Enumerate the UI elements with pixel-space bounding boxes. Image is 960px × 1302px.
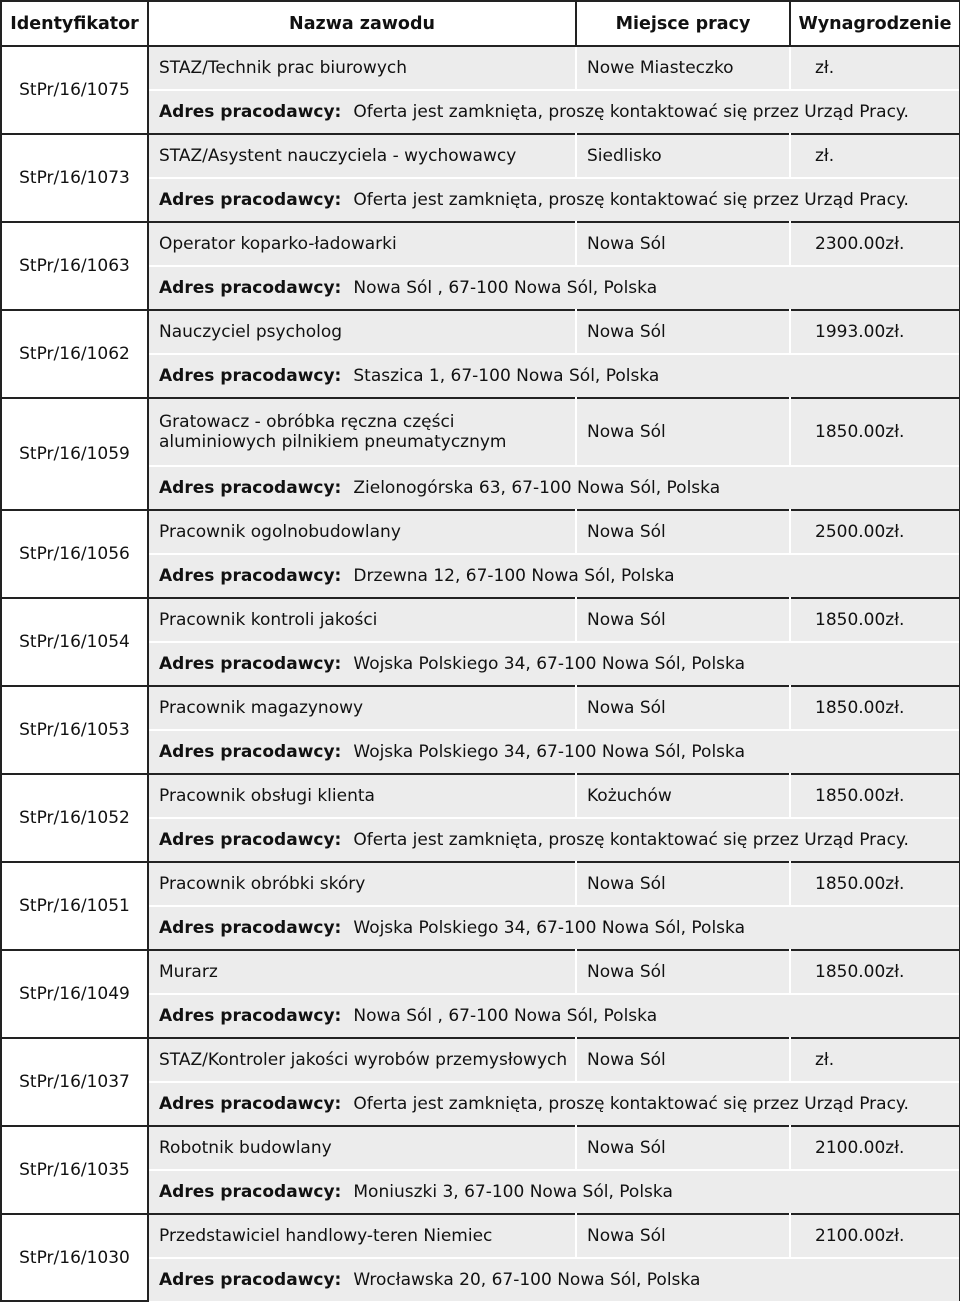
job-title (148, 774, 576, 818)
offer-id: StPr/16/1030 (1, 1214, 148, 1301)
offer-id: StPr/16/1059 (1, 398, 148, 510)
table-row (1, 134, 960, 178)
address-label: Adres pracodawcy: (159, 830, 342, 850)
address-label: Adres pracodawcy: (159, 742, 342, 762)
employer-address (148, 642, 960, 686)
table-row (1, 510, 960, 554)
table-body (1, 46, 960, 1301)
job-salary: 2500.00zł. (790, 510, 960, 554)
job-salary: 2300.00zł. (790, 222, 960, 266)
job-title-text: Pracownik ogolnobudowlany (159, 522, 401, 542)
employer-address (148, 1258, 960, 1301)
job-location: Nowa Sól (576, 222, 790, 266)
job-location: Nowa Sól (576, 598, 790, 642)
job-title (148, 134, 576, 178)
address-label: Adres pracodawcy: (159, 190, 342, 210)
address-value: Wrocławska 20, 67-100 Nowa Sól, Polska (353, 1270, 701, 1290)
job-location: Nowa Sól (576, 510, 790, 554)
table-row (1, 1126, 960, 1170)
job-salary: 1850.00zł. (790, 774, 960, 818)
job-title-text: Nauczyciel psycholog (159, 322, 343, 342)
employer-address (148, 818, 960, 862)
address-value: Wojska Polskiego 34, 67-100 Nowa Sól, Polska (353, 654, 745, 674)
employer-address (148, 554, 960, 598)
employer-address (148, 90, 960, 134)
address-value: Nowa Sól , 67-100 Nowa Sól, Polska (353, 278, 658, 298)
job-title-text: STAZ/Kontroler jakości wyrobów przemysłowych (159, 1050, 568, 1070)
address-label: Adres pracodawcy: (159, 918, 342, 938)
job-title-text: Robotnik budowlany (159, 1138, 332, 1158)
header-pay: Wynagrodzenie (790, 1, 960, 46)
job-title-text: STAZ/Asystent nauczyciela - wychowawcy (159, 146, 517, 166)
address-label: Adres pracodawcy: (159, 1006, 342, 1026)
job-salary: 1850.00zł. (790, 862, 960, 906)
offer-id: StPr/16/1056 (1, 510, 148, 598)
job-title (148, 46, 576, 90)
address-label: Adres pracodawcy: (159, 278, 342, 298)
address-value: Oferta jest zamknięta, proszę kontaktować się przez Urząd Pracy. (353, 190, 909, 210)
table-row (1, 862, 960, 906)
header-id: Identyfikator (1, 1, 148, 46)
address-value: Wojska Polskiego 34, 67-100 Nowa Sól, Polska (353, 742, 745, 762)
address-value: Zielonogórska 63, 67-100 Nowa Sól, Polska (353, 478, 721, 498)
address-value: Wojska Polskiego 34, 67-100 Nowa Sól, Polska (353, 918, 745, 938)
offer-id: StPr/16/1051 (1, 862, 148, 950)
employer-address (148, 1170, 960, 1214)
job-title-text: Operator koparko-ładowarki (159, 234, 397, 254)
job-title-text: Pracownik obsługi klienta (159, 786, 375, 806)
table-row (1, 774, 960, 818)
address-value: Oferta jest zamknięta, proszę kontaktować się przez Urząd Pracy. (353, 102, 909, 122)
address-label: Adres pracodawcy: (159, 654, 342, 674)
employer-address (148, 730, 960, 774)
offer-id: StPr/16/1053 (1, 686, 148, 774)
job-title-text: Pracownik obróbki skóry (159, 874, 366, 894)
address-label: Adres pracodawcy: (159, 1182, 342, 1202)
job-title (148, 398, 576, 466)
job-title (148, 222, 576, 266)
job-salary: 1850.00zł. (790, 598, 960, 642)
address-label: Adres pracodawcy: (159, 566, 342, 586)
job-salary: 2100.00zł. (790, 1214, 960, 1258)
table-row (1, 1214, 960, 1258)
table-row (1, 1038, 960, 1082)
job-title-text: Gratowacz - obróbka ręczna części aluminiowych pilnikiem pneumatycznym (159, 412, 507, 452)
employer-address (148, 994, 960, 1038)
job-location: Kożuchów (576, 774, 790, 818)
job-salary: 1850.00zł. (790, 686, 960, 730)
job-salary: 1993.00zł. (790, 310, 960, 354)
offer-id: StPr/16/1049 (1, 950, 148, 1038)
address-value: Staszica 1, 67-100 Nowa Sól, Polska (353, 366, 660, 386)
job-title (148, 510, 576, 554)
header-place: Miejsce pracy (576, 1, 790, 46)
address-value: Drzewna 12, 67-100 Nowa Sól, Polska (353, 566, 675, 586)
job-title (148, 1126, 576, 1170)
address-label: Adres pracodawcy: (159, 1270, 342, 1290)
address-value: Nowa Sól , 67-100 Nowa Sól, Polska (353, 1006, 658, 1026)
job-location: Nowa Sól (576, 1038, 790, 1082)
address-label: Adres pracodawcy: (159, 1094, 342, 1114)
job-title (148, 310, 576, 354)
job-title (148, 686, 576, 730)
job-location: Nowe Miasteczko (576, 46, 790, 90)
offer-id: StPr/16/1075 (1, 46, 148, 134)
address-label: Adres pracodawcy: (159, 366, 342, 386)
job-location: Nowa Sól (576, 950, 790, 994)
table-row (1, 46, 960, 90)
job-location: Siedlisko (576, 134, 790, 178)
offer-id: StPr/16/1063 (1, 222, 148, 310)
job-location: Nowa Sól (576, 310, 790, 354)
offer-id: StPr/16/1073 (1, 134, 148, 222)
employer-address (148, 354, 960, 398)
employer-address (148, 1082, 960, 1126)
job-title-text: Przedstawiciel handlowy-teren Niemiec (159, 1226, 493, 1246)
job-salary: zł. (790, 1038, 960, 1082)
job-title (148, 1214, 576, 1258)
address-value: Oferta jest zamknięta, proszę kontaktować się przez Urząd Pracy. (353, 830, 909, 850)
job-location: Nowa Sól (576, 1126, 790, 1170)
employer-address (148, 466, 960, 510)
address-value: Moniuszki 3, 67-100 Nowa Sól, Polska (353, 1182, 673, 1202)
employer-address (148, 266, 960, 310)
job-salary: 2100.00zł. (790, 1126, 960, 1170)
table-row (1, 310, 960, 354)
table-row (1, 222, 960, 266)
address-label: Adres pracodawcy: (159, 478, 342, 498)
table-row (1, 686, 960, 730)
job-salary: zł. (790, 46, 960, 90)
offer-id: StPr/16/1054 (1, 598, 148, 686)
job-location: Nowa Sól (576, 862, 790, 906)
offer-id: StPr/16/1052 (1, 774, 148, 862)
header-row (1, 1, 960, 46)
job-title (148, 598, 576, 642)
employer-address (148, 906, 960, 950)
offer-id: StPr/16/1062 (1, 310, 148, 398)
table-row (1, 398, 960, 466)
employer-address (148, 178, 960, 222)
job-salary: 1850.00zł. (790, 398, 960, 466)
offer-id: StPr/16/1037 (1, 1038, 148, 1126)
table-row (1, 950, 960, 994)
job-title (148, 950, 576, 994)
job-salary: 1850.00zł. (790, 950, 960, 994)
offer-id: StPr/16/1035 (1, 1126, 148, 1214)
job-title-text: STAZ/Technik prac biurowych (159, 58, 408, 78)
job-location: Nowa Sól (576, 686, 790, 730)
table-row (1, 598, 960, 642)
header-name: Nazwa zawodu (148, 1, 576, 46)
job-salary: zł. (790, 134, 960, 178)
job-location: Nowa Sól (576, 398, 790, 466)
job-title-text: Pracownik magazynowy (159, 698, 364, 718)
job-title-text: Pracownik kontroli jakości (159, 610, 378, 630)
address-label: Adres pracodawcy: (159, 102, 342, 122)
job-location: Nowa Sól (576, 1214, 790, 1258)
job-title (148, 1038, 576, 1082)
job-title-text: Murarz (159, 962, 218, 982)
address-value: Oferta jest zamknięta, proszę kontaktować się przez Urząd Pracy. (353, 1094, 909, 1114)
job-title (148, 862, 576, 906)
